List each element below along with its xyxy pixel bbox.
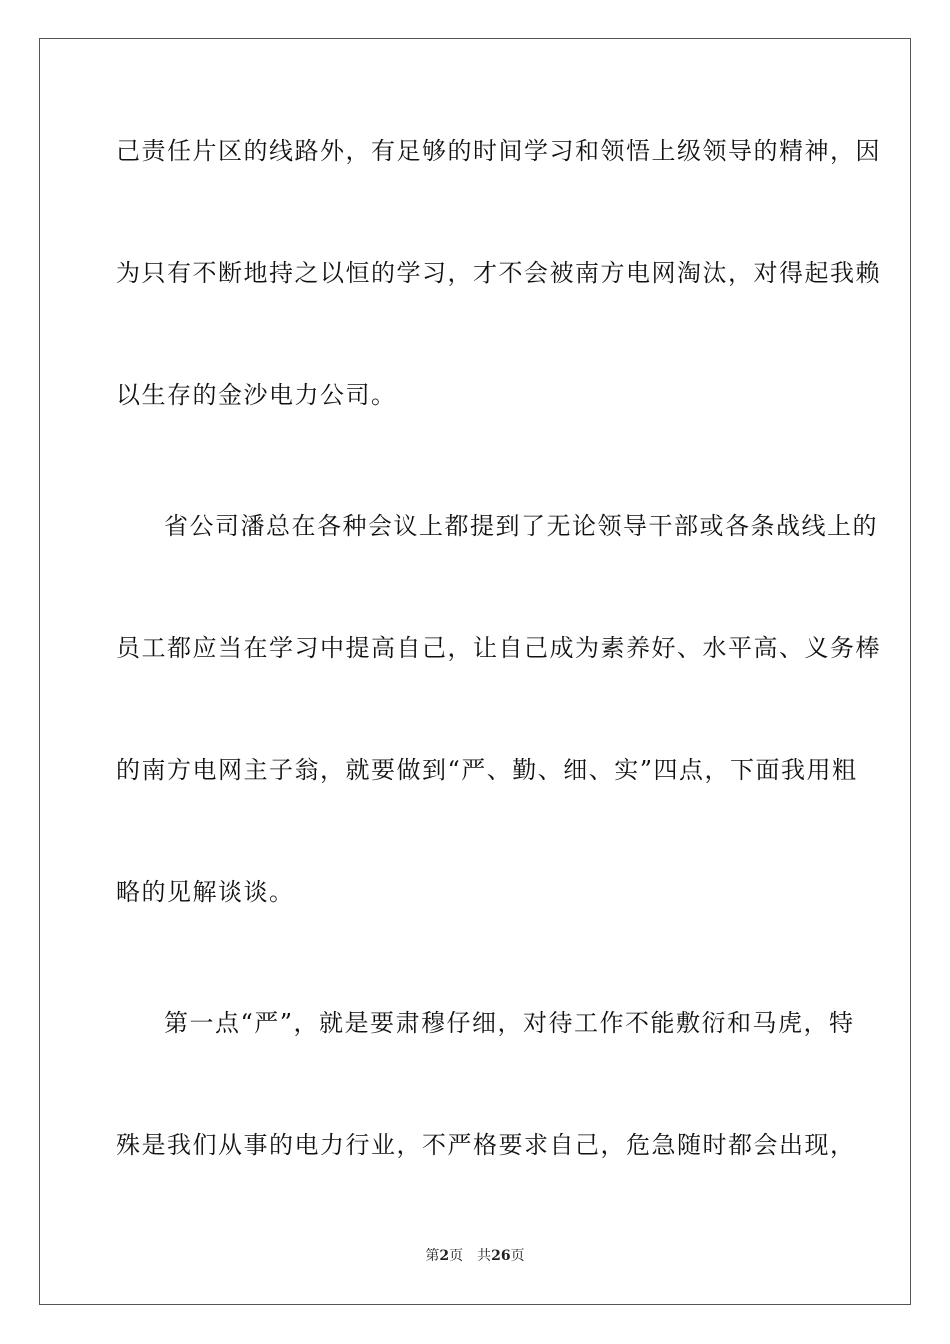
text-line: 略的见解谈谈。 — [116, 878, 295, 906]
total-prefix: 共 — [477, 1248, 492, 1264]
page-prefix: 第 — [425, 1248, 440, 1264]
page-footer — [0, 1247, 950, 1265]
text-line: 省公司潘总在各种会议上都提到了无论领导干部或各条战线上的 — [164, 512, 878, 540]
page-border — [39, 38, 911, 1305]
text-line: 以生存的金沙电力公司。 — [116, 381, 397, 409]
text-line: 的南方电网主子翁，就要做到“严、勤、细、实”四点，下面我用粗 — [116, 756, 858, 784]
total-pages: 26 — [491, 1248, 511, 1264]
page-number: 2 — [439, 1248, 450, 1264]
text-line: 为只有不断地持之以恒的学习，才不会被南方电网淘汰，对得起我赖 — [116, 259, 881, 287]
text-line: 员工都应当在学习中提高自己，让自己成为素养好、水平高、义务棒 — [116, 634, 881, 662]
text-line: 第一点“严”，就是要肃穆仔细，对待工作不能敷衍和马虎，特 — [164, 1009, 855, 1037]
text-line: 殊是我们从事的电力行业，不严格要求自己，危急随时都会出现， — [116, 1131, 856, 1159]
text-line: 己责任片区的线路外，有足够的时间学习和领悟上级领导的精神，因 — [116, 137, 881, 165]
page-suffix: 页 — [449, 1248, 464, 1264]
total-suffix: 页 — [510, 1248, 525, 1264]
